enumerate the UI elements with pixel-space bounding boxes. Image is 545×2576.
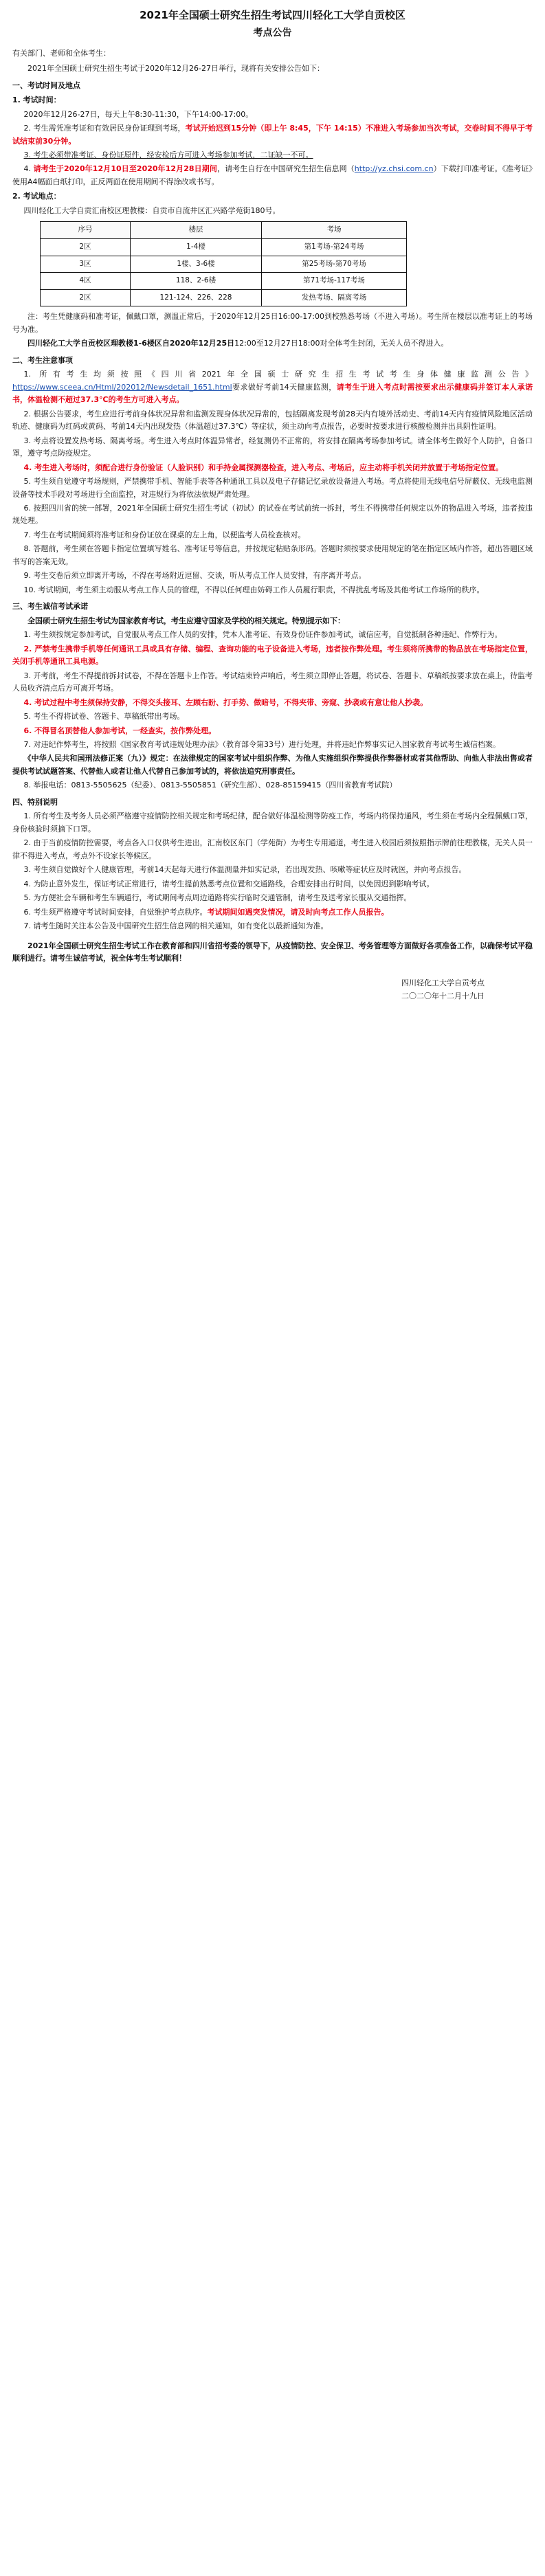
integrity-item-3: 3. 开考前，考生不得提前拆封试卷，不得在答题卡上作答。考试结束铃声响后，考生须立即停止答题，将试卷、答题卡、草稿纸按要求放在桌上，待监考人员收齐清点后方可离开考场。 <box>12 671 533 693</box>
report-hotline-label: 8. 举报电话： <box>23 781 71 790</box>
notice-item-10: 10. 考试期间，考生须主动服从考点工作人员的管理，不得以任何理由妨碍工作人员履行职责，不得扰乱考场及其他考试工作场所的秩序。 <box>23 585 485 594</box>
integrity-item-4: 4. 考试过程中考生须保持安静，不得交头接耳、左顾右盼、打手势、做暗号，不得夹带、旁窥、抄袭或有意让他人抄袭。 <box>23 697 428 707</box>
table-row <box>41 273 407 290</box>
table-cell: 第25考场-第70考场 <box>262 256 407 273</box>
notice-item-7: 7. 考生在考试期间须将准考证和身份证放在课桌的左上角，以便监考人员检查核对。 <box>23 530 306 539</box>
section-3-title: 三、考生诚信考试承诺 <box>12 602 88 612</box>
special-item-2: 2. 由于当前疫情防控需要，考点各入口仅供考生进出，汇南校区东门（学苑街）为考生专用通道，考生进入校园后须按照指示牌前往理教楼，无关人员一律不得进入考点，考点外不设家长等候区。 <box>12 838 533 860</box>
exam-location: 四川轻化工大学自贡汇南校区理教楼：自贡市自流井区汇兴路学苑街180号。 <box>23 205 280 215</box>
special-item-6 <box>12 906 533 919</box>
closure-notice <box>12 337 533 350</box>
table-header: 楼层 <box>131 222 262 239</box>
special-item-5: 5. 为方便社会车辆和考生车辆通行，考试期间考点周边道路将实行临时交通管制，请考生及送考家长服从交通指挥。 <box>23 893 412 903</box>
table-cell: 4区 <box>41 273 131 290</box>
integrity-intro: 全国硕士研究生招生考试为国家教育考试，考生应遵守国家及学校的相关规定。特别提示如下： <box>27 616 345 625</box>
table-header: 考场 <box>262 222 407 239</box>
late-rule-lead: 2. 考生需凭准考证和有效居民身份证理到考场， <box>23 124 186 133</box>
integrity-item-2: 2. 严禁考生携带手机等任何通讯工具或具有存储、编程、查询功能的电子设备进入考场，违者按作弊处理。考生须将所携带的物品放在考场指定位置，关闭手机等通讯工具电源。 <box>12 644 533 667</box>
id-rule: 3. 考生必须带准考证、身份证原件，经安检后方可进入考场参加考试，二证缺一不可。 <box>23 150 313 159</box>
integrity-item-1: 1. 考生须按规定参加考试，自觉服从考点工作人员的安排，凭本人准考证、有效身份证件参加考试，诚信应考，自觉抵制各种违纪、作弊行为。 <box>23 630 502 640</box>
table-cell: 1楼、3-6楼 <box>131 256 262 273</box>
exam-room-table <box>40 221 407 306</box>
section-4-title: 四、特别说明 <box>12 797 58 807</box>
criminal-law-note: 《中华人民共和国刑法修正案（九）》规定：在法律规定的国家考试中组织作弊、为他人实施组织作弊提供作弊器材或者其他帮助、向他人非法出售或者提供考试试题答案、代替他人或者让他人代替自己参加考试的，将依法追究刑事责任。 <box>12 754 533 776</box>
signature: 四川轻化工大学自贡考点 <box>401 978 485 988</box>
issue-date: 二〇二〇年十二月十九日 <box>401 991 485 1000</box>
health-rule-lead: 1. 所有考生均须按照《四川省2021年全国硕士研究生招生考试考生身体健康监测公告》 <box>23 370 533 379</box>
notice-item-3: 3. 考点将设置发热考场、隔离考场。考生进入考点时体温异常者，经复测仍不正常的，将安排在隔离考场参加考试。请全体考生做好个人防护，自备口罩，遵守考点防疫规定。 <box>12 436 533 458</box>
table-header-row <box>41 222 407 239</box>
health-rule-red: 请考生于进入考点时需按要求出示健康码并签订本人承诺书，体温检测不超过37.3℃的考生方可进入考点。 <box>12 382 533 405</box>
integrity-item-6: 6. 不得冒名顶替他人参加考试，一经查实，按作弊处理。 <box>23 726 216 735</box>
section-1-title: 一、考试时间及地点 <box>12 80 80 90</box>
closing-paragraph: 2021年全国硕士研究生招生考试工作在教育部和四川省招考委的领导下，从疫情防控、安全保卫、考务管理等方面做好各项准备工作，以确保考试平稳顺利进行。请考生诚信考试，祝全体考生考试顺利！ <box>12 941 533 963</box>
table-cell: 发热考场、隔离考场 <box>262 289 407 306</box>
admission-ticket-rule <box>12 163 533 188</box>
table-row <box>41 256 407 273</box>
closure-lead: 四川轻化工大学自贡校区理教楼1-6楼区自2020年12月25日 <box>27 339 235 348</box>
notice-page <box>0 0 545 1019</box>
special-item-3: 3. 考生须自觉做好个人健康管理，考前14天起每天进行体温测量并如实记录，若出现发热、咳嗽等症状应及时就医，并向考点报告。 <box>23 865 467 875</box>
table-cell: 第1考场-第24考场 <box>262 238 407 256</box>
table-cell: 2区 <box>41 238 131 256</box>
ticket-rule-red: 请考生于2020年12月10日至2020年12月28日期间 <box>33 164 217 174</box>
ticket-rule-mid: ，请考生自行在中国研究生招生信息网（ <box>216 164 355 174</box>
section-2-title: 二、考生注意事项 <box>12 355 73 365</box>
exam-time: 2020年12月26-27日，每天上午8:30-11:30，下午14:00-17:00。 <box>23 109 254 119</box>
special-item-6-lead: 6. 考生须严格遵守考试时间安排，自觉维护考点秩序。 <box>23 907 208 917</box>
page-subtitle: 考点公告 <box>253 27 292 39</box>
notice-item-2: 2. 根据公告要求，考生应进行考前身体状况异常和监测发现身体状况异常的，包括隔离发现考前28天内有境外活动史、考前14天内有疫情风险地区活动轨迹、健康码为红码或黄码、考前14天内出现发热（体温超过37.3℃）等症状，须主动向考点报告，必要时按要求进行核酸检测并出具阴性证明。 <box>12 409 533 432</box>
ticket-rule-end: ）下载打印准考证。《准考证》使用A4幅面白纸打印，正反两面在使用期间不得涂改或书写。 <box>12 164 533 186</box>
table-note: 注：考生凭健康码和准考证，佩戴口罩，测温正常后，于2020年12月25日16:00-17:00到校熟悉考场（不进入考场）。考生所在楼层以准考证上的考场号为准。 <box>12 312 533 334</box>
exam-time-heading: 1. 考试时间： <box>12 96 61 105</box>
table-header: 序号 <box>41 222 131 239</box>
ticket-rule-lead: 4. <box>23 164 34 174</box>
table-cell: 1-4楼 <box>131 238 262 256</box>
health-monitor-rule <box>12 368 533 406</box>
table-cell: 118、2-6楼 <box>131 273 262 290</box>
table-cell: 第71考场-117考场 <box>262 273 407 290</box>
table-cell: 2区 <box>41 289 131 306</box>
report-hotline-numbers: 0813-5505625（纪委）、0813-5505851（研究生部）、028-85159415（四川省教育考试院） <box>71 781 397 790</box>
special-item-6-red: 考试期间如遇突发情况，请及时向考点工作人员报告。 <box>207 907 389 917</box>
intro: 2021年全国硕士研究生招生考试于2020年12月26-27日举行，现将有关安排公告如下： <box>27 64 324 74</box>
chsi-link[interactable]: http://yz.chsi.com.cn <box>354 164 434 174</box>
notice-item-4: 4. 考生进入考场时，须配合进行身份验证（人脸识别）和手持金属探测器检查，进入考点、考场后，应主动将手机关闭并放置于考场指定位置。 <box>23 462 504 472</box>
integrity-item-5: 5. 考生不得将试卷、答题卡、草稿纸带出考场。 <box>23 712 185 721</box>
table-row <box>41 238 407 256</box>
greeting: 有关部门、老师和全体考生： <box>12 48 111 58</box>
notice-item-8: 8. 答题前，考生须在答题卡指定位置填写姓名、准考证号等信息，并按规定粘贴条形码。答题时须按要求使用规定的笔在指定区域内作答，超出答题区域书写的答案无效。 <box>12 544 533 566</box>
table-cell: 121-124、226、228 <box>131 289 262 306</box>
special-item-4: 4. 为防止意外发生，保证考试正常进行，请考生提前熟悉考点位置和交通路线，合理安排出行时间，以免因迟到影响考试。 <box>23 879 434 888</box>
table-row <box>41 289 407 306</box>
late-rule <box>12 122 533 148</box>
special-item-1: 1. 所有考生及考务人员必须严格遵守疫情防控相关规定和考场纪律，配合做好体温检测等防疫工作，考场内将保持通风，考生须在考场内全程佩戴口罩，身份核验时须摘下口罩。 <box>12 811 533 833</box>
health-notice-link[interactable]: https://www.sceea.cn/Html/202012/Newsdetail_1651.html <box>12 382 232 392</box>
health-rule-mid: 要求做好考前14天健康监测， <box>232 382 337 392</box>
notice-item-9: 9. 考生交卷后须立即离开考场，不得在考场附近逗留、交谈，听从考点工作人员安排，有序离开考点。 <box>23 571 366 581</box>
notice-item-6: 6. 按照四川省的统一部署，2021年全国硕士研究生招生考试（初试）的试卷在考试前统一拆封，考生不得携带任何规定以外的物品进入考场，违者按违规处理。 <box>12 504 533 526</box>
table-cell: 3区 <box>41 256 131 273</box>
page-title: 2021年全国硕士研究生招生考试四川轻化工大学自贡校区 <box>140 9 405 21</box>
exam-location-heading: 2. 考试地点： <box>12 192 61 201</box>
late-rule-red: 考试开始迟到15分钟（即上午 8:45，下午 14:15）不准进入考场参加当次考试，交卷时间不得早于考试结束前30分钟。 <box>12 124 533 146</box>
closure-rest: 12:00至12月27日18:00对全体考生封闭，无关人员不得进入。 <box>234 339 449 348</box>
report-hotline <box>12 779 533 792</box>
notice-item-5: 5. 考生须自觉遵守考场规则，严禁携带手机、智能手表等各种通讯工具以及电子存储记忆录放设备进入考场。考点将使用无线电信号屏蔽仪、无线电监测设备等技术手段对考场进行全面监控，对违规行为将依法依规严肃处理。 <box>12 477 533 499</box>
special-item-7: 7. 请考生随时关注本公告及中国研究生招生信息网的相关通知，如有变化以最新通知为准。 <box>23 921 329 931</box>
integrity-item-7: 7. 对违纪作弊考生，将按照《国家教育考试违规处理办法》（教育部令第33号）进行处理，并将违纪作弊事实记入国家教育考试考生诚信档案。 <box>23 739 500 749</box>
